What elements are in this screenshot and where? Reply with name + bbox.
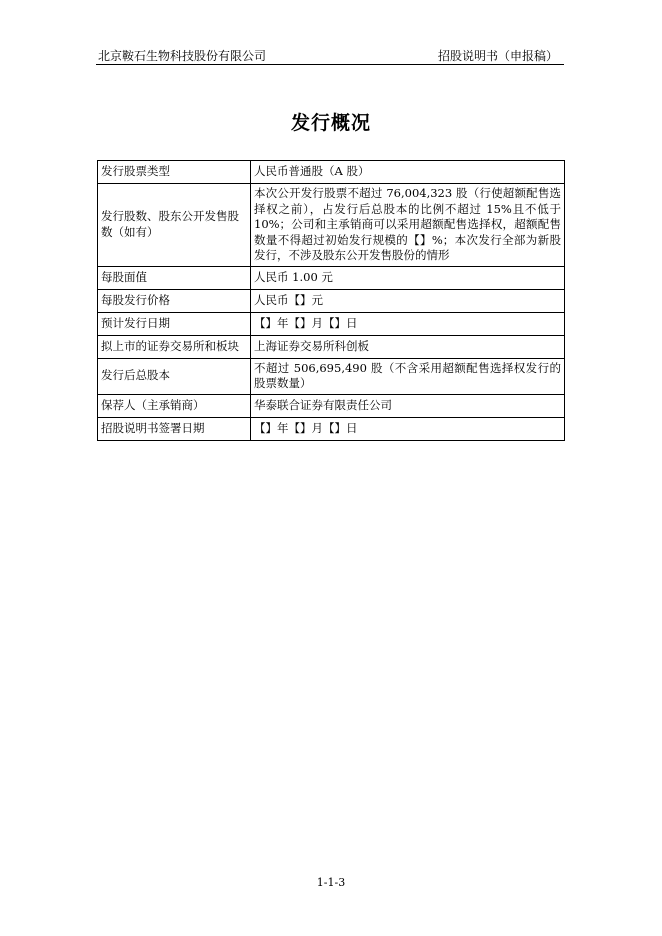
row-value: 人民币普通股（A 股） bbox=[251, 161, 565, 184]
table-row bbox=[98, 394, 565, 417]
row-label: 预计发行日期 bbox=[98, 312, 251, 335]
table-row bbox=[98, 266, 565, 289]
offering-overview-table bbox=[97, 160, 565, 441]
document-type: 招股说明书（申报稿） bbox=[437, 49, 558, 63]
page-number: 1-1-3 bbox=[316, 876, 346, 889]
row-value: 本次公开发行股票不超过 76,004,323 股（行使超额配售选择权之前），占发行后总股本的比例不超过 15%且不低于 10%；公司和主承销商可以采用超额配售选择权，超额配售数量不得超过初始发行规模的【】%；本次发行全部为新股发行，不涉及股东公开发售股份的情形 bbox=[251, 184, 565, 267]
row-value: 人民币 1.00 元 bbox=[251, 266, 565, 289]
row-value: 华泰联合证券有限责任公司 bbox=[251, 394, 565, 417]
row-value: 不超过 506,695,490 股（不含采用超额配售选择权发行的股票数量） bbox=[251, 358, 565, 394]
row-value: 上海证券交易所科创板 bbox=[251, 335, 565, 358]
row-label: 招股说明书签署日期 bbox=[98, 417, 251, 440]
table-row bbox=[98, 312, 565, 335]
table-row bbox=[98, 184, 565, 267]
row-value: 【】年【】月【】日 bbox=[251, 417, 565, 440]
row-label: 拟上市的证券交易所和板块 bbox=[98, 335, 251, 358]
table-row bbox=[98, 358, 565, 394]
row-label: 每股发行价格 bbox=[98, 289, 251, 312]
row-label: 发行股数、股东公开发售股数（如有） bbox=[98, 184, 251, 267]
page-title: 发行概况 bbox=[290, 112, 371, 134]
row-label: 保荐人（主承销商） bbox=[98, 394, 251, 417]
table-row bbox=[98, 335, 565, 358]
row-label: 每股面值 bbox=[98, 266, 251, 289]
table-row bbox=[98, 289, 565, 312]
company-name: 北京鞍石生物科技股份有限公司 bbox=[98, 49, 267, 63]
row-label: 发行股票类型 bbox=[98, 161, 251, 184]
page-header bbox=[96, 47, 564, 65]
row-label: 发行后总股本 bbox=[98, 358, 251, 394]
row-value: 人民币【】元 bbox=[251, 289, 565, 312]
table-row bbox=[98, 161, 565, 184]
table-row bbox=[98, 417, 565, 440]
row-value: 【】年【】月【】日 bbox=[251, 312, 565, 335]
